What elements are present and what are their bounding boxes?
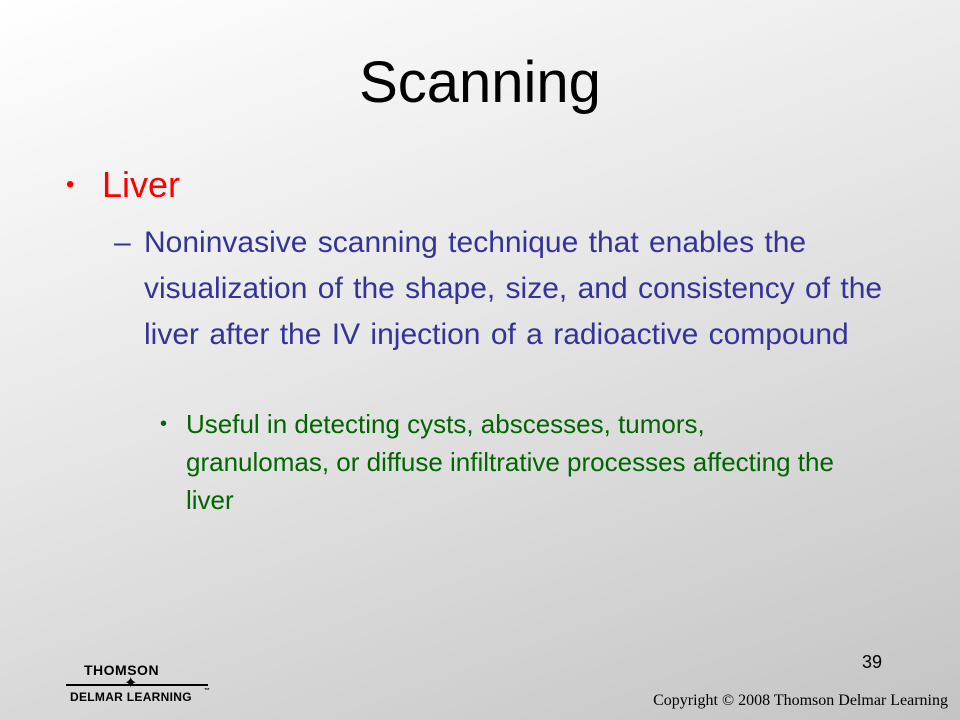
bullet-level-3-text: Useful in detecting cysts, abscesses, tumors, granulomas, or diffuse infiltrative processes affecting the liver — [186, 409, 834, 515]
copyright-notice: Copyright © 2008 Thomson Delmar Learning — [653, 692, 948, 709]
publisher-logo — [58, 660, 218, 706]
logo-bottom-text: DELMAR LEARNING — [70, 690, 192, 704]
bullet-dot-icon: • — [66, 171, 75, 198]
page-number: 39 — [862, 652, 883, 672]
star-icon: ✦ — [124, 675, 138, 692]
dash-icon: – — [114, 226, 131, 259]
bullet-dot-icon: • — [160, 413, 168, 435]
bullet-level-1-text: Liver — [102, 164, 181, 205]
trademark-mark: ™ — [204, 688, 210, 694]
slide-title: Scanning — [359, 50, 601, 115]
bullet-level-2-text: Noninvasive scanning technique that enables the visualization of the shape, size, and consistency of the liver after the IV injection of a radioactive compound — [144, 226, 883, 351]
logo-top-text: THOMSON — [84, 662, 160, 678]
